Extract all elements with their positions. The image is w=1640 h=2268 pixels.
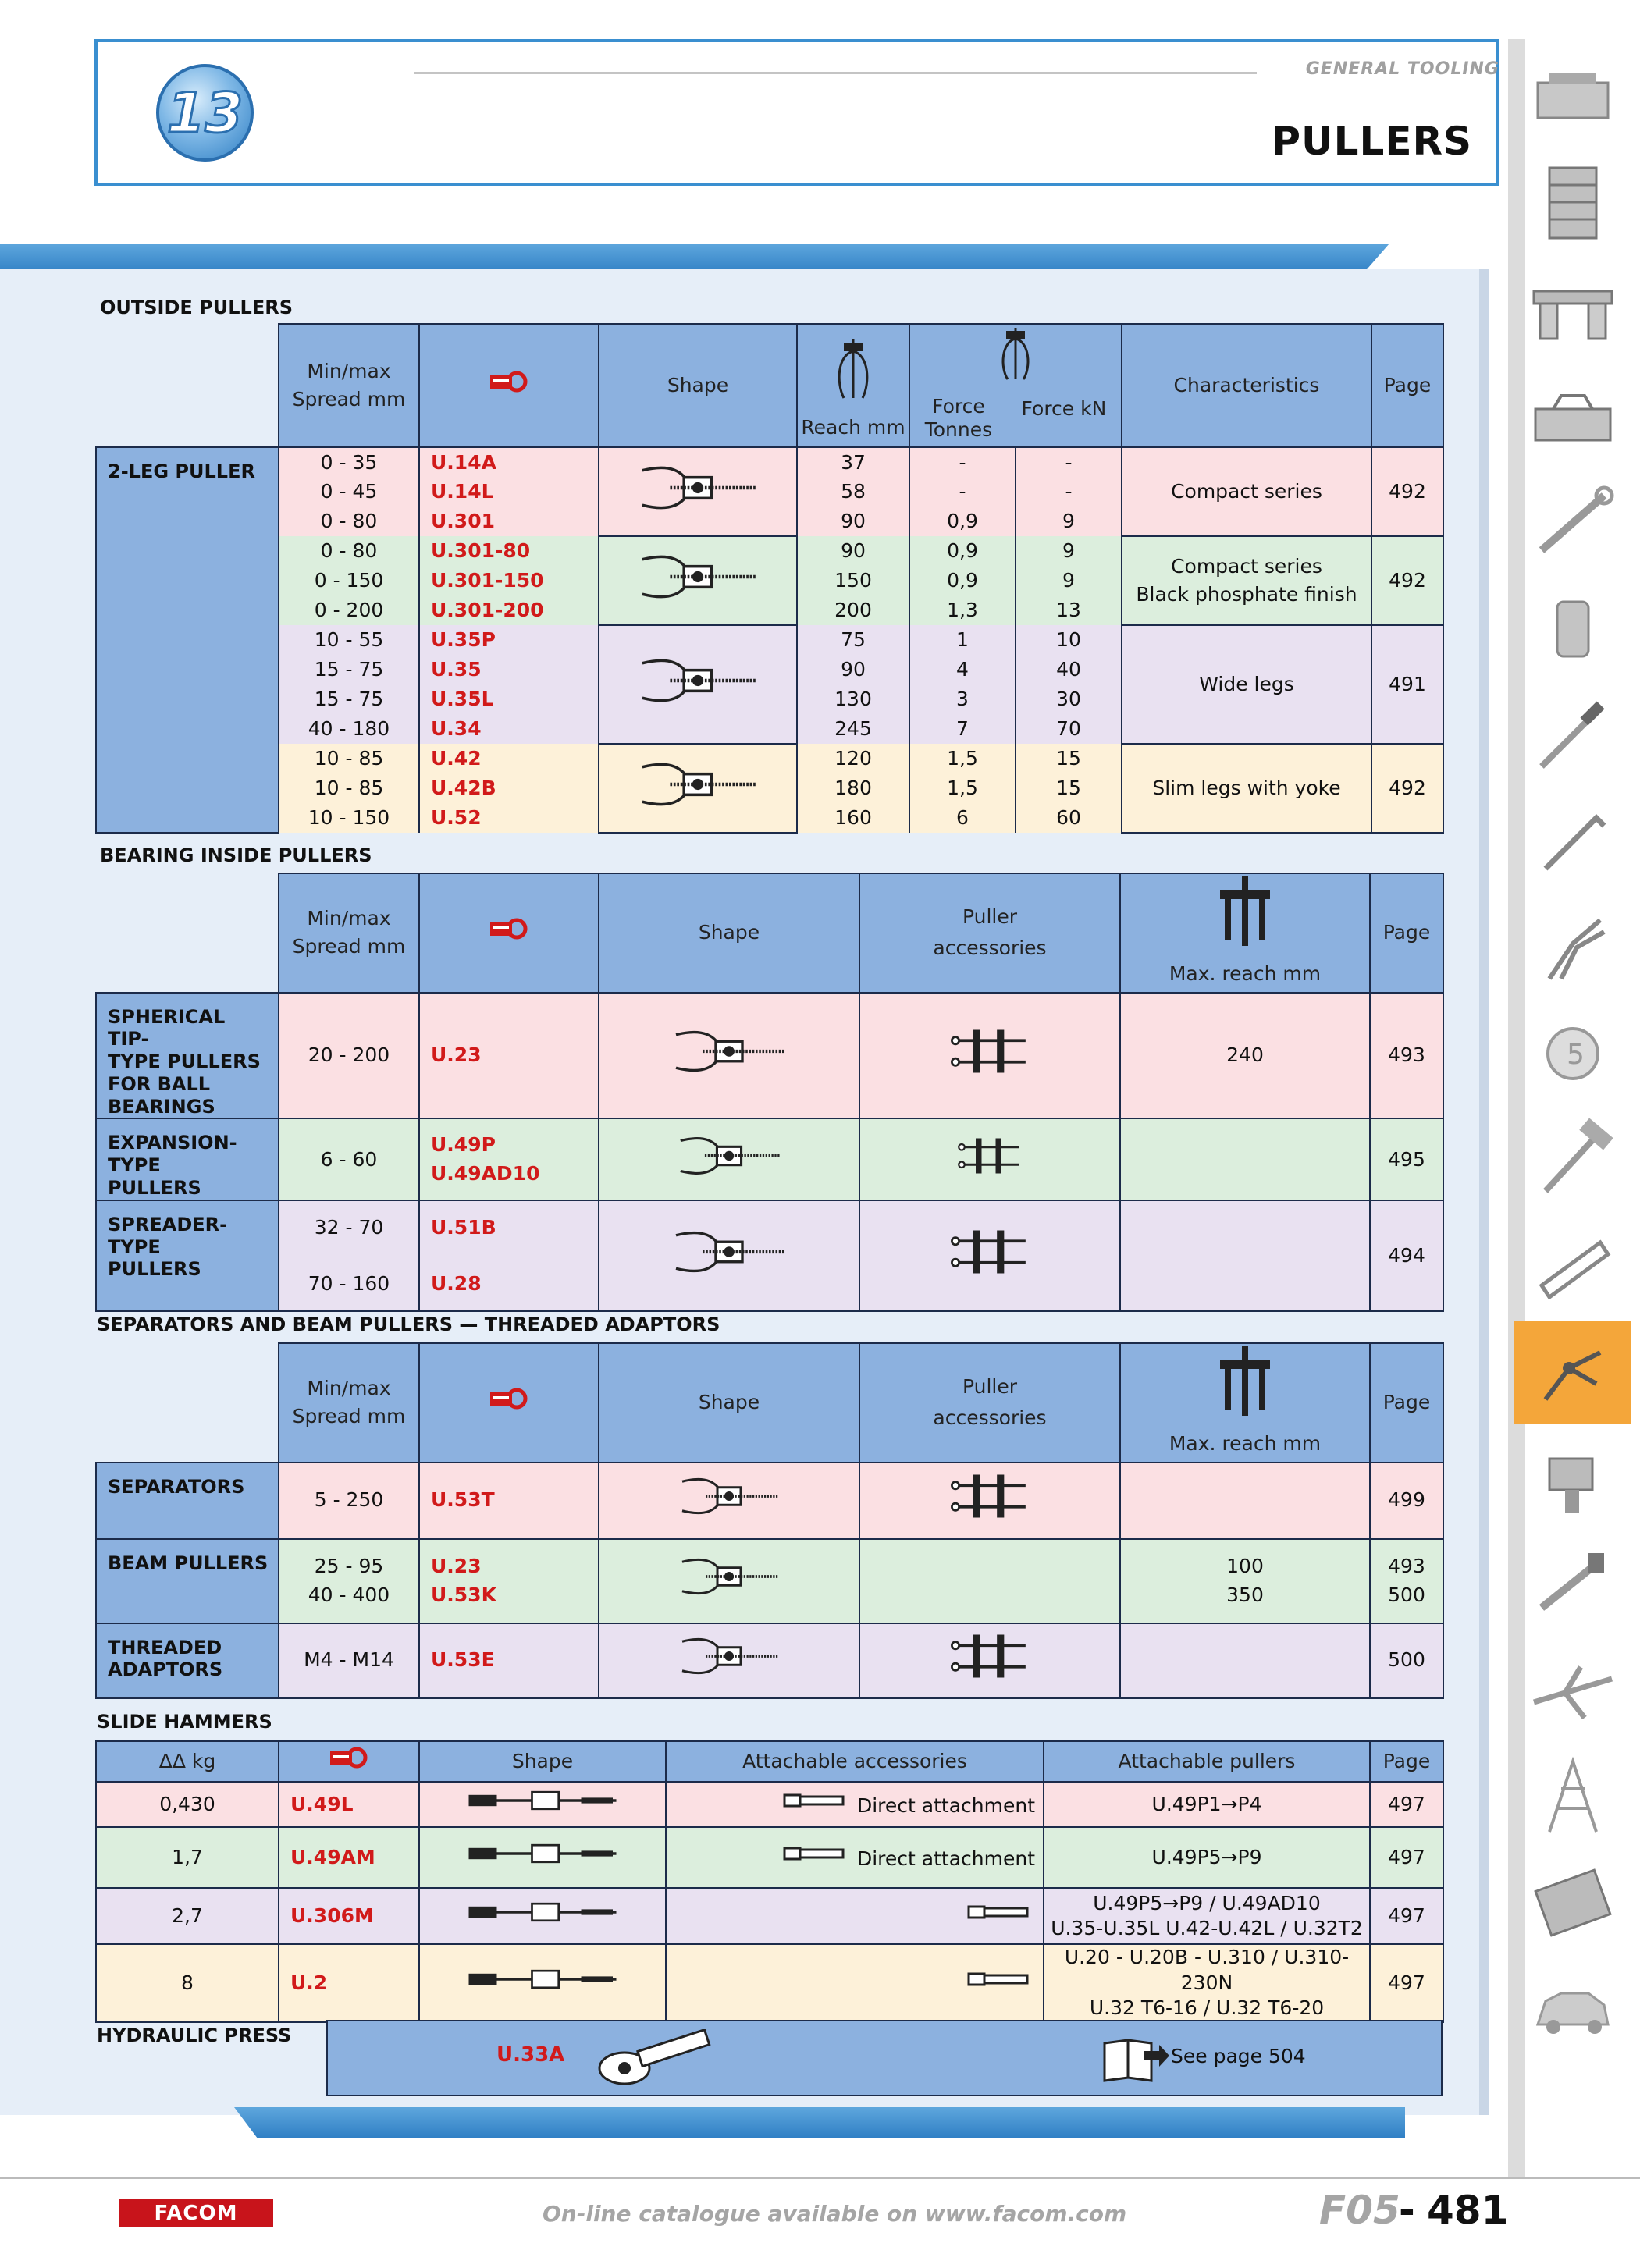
col-ref	[419, 324, 599, 447]
tool-box-icon[interactable]	[1514, 365, 1631, 468]
cell-force-tonnes: 1	[909, 625, 1016, 655]
table-row	[96, 1623, 1443, 1698]
pipe-wrench-icon[interactable]	[1514, 1533, 1631, 1636]
table-row	[96, 625, 1443, 655]
cell-spread: 40 - 180	[279, 714, 419, 744]
cell-spread: 15 - 75	[279, 684, 419, 714]
accessory-label: Direct attachment	[856, 1793, 1035, 1817]
cell-accessories	[859, 1200, 1120, 1311]
hacksaw-icon[interactable]	[1514, 1214, 1631, 1317]
aircraft-icon[interactable]	[1514, 1639, 1631, 1742]
cell-force-tonnes: 0,9	[909, 507, 1016, 536]
cell-page[interactable]: 492	[1371, 447, 1443, 536]
cell-spread: 20 - 200	[279, 993, 419, 1119]
table-row	[96, 1118, 1443, 1200]
accessory-label: Direct attachment	[856, 1847, 1035, 1870]
col-max-reach-label: Max. reach mm	[1169, 962, 1322, 986]
cell-force-tonnes: 0,9	[909, 536, 1016, 566]
cell-spread: M4 - M14	[279, 1623, 419, 1698]
cell-shape	[599, 1623, 859, 1698]
cell-weight: 0,430	[96, 1782, 279, 1827]
cell-force-kn: 9	[1016, 566, 1122, 595]
cell-accessories	[859, 1118, 1120, 1200]
cell-spread: 10 - 85	[279, 744, 419, 773]
cell-force-kn: 9	[1016, 507, 1122, 536]
cell-ref[interactable]: U.49AM	[279, 1827, 419, 1888]
cell-force-kn: 70	[1016, 714, 1122, 744]
cell-max-reach	[1120, 1623, 1370, 1698]
col-accessories-label: Puller accessories	[933, 905, 1047, 960]
cell-characteristics: Slim legs with yoke	[1122, 744, 1371, 833]
cell-ref[interactable]: U.306M	[279, 1888, 419, 1944]
cell-spread: 10 - 55	[279, 625, 419, 655]
cell-reach: 160	[797, 803, 909, 833]
separators-table	[95, 1342, 1444, 1699]
cell-weight: 2,7	[96, 1888, 279, 1944]
puller-shape-icon	[671, 1542, 788, 1611]
cell-shape	[419, 1944, 666, 2022]
col-force	[909, 324, 1122, 447]
cell-force-tonnes: 7	[909, 714, 1016, 744]
cell-force-tonnes: -	[909, 477, 1016, 507]
accessory-icon	[781, 1842, 851, 1865]
cell-accessories	[666, 1944, 1044, 2022]
accessory-icon	[947, 1008, 1033, 1094]
cell-accessories	[666, 1827, 1044, 1888]
cell-force-kn: 9	[1016, 536, 1122, 566]
cell-page[interactable]: 497	[1370, 1888, 1443, 1944]
accessory-icon	[947, 1626, 1033, 1686]
facom-logo	[119, 2199, 273, 2227]
row-category	[96, 447, 279, 833]
table-row	[96, 447, 1443, 477]
reach-diagram-icon	[830, 336, 877, 406]
cell-force-kn: 40	[1016, 655, 1122, 684]
chapter-badge	[156, 64, 254, 162]
cell-page[interactable]: 492	[1371, 744, 1443, 833]
cell-page[interactable]: 495	[1370, 1118, 1443, 1200]
hydraulic-press-box	[326, 2020, 1443, 2096]
cell-shape	[599, 625, 797, 744]
socket-icon[interactable]	[1514, 578, 1631, 681]
cell-reach: 58	[797, 477, 909, 507]
accessory-icon	[965, 1968, 1035, 1991]
slide-hammer-icon	[453, 1898, 632, 1926]
row-category: SEPARATORS	[96, 1463, 279, 1539]
cell-accessories	[859, 1463, 1120, 1539]
cell-spread: 10 - 85	[279, 773, 419, 803]
footer-url-text[interactable]: On-line catalogue available on www.facom.com	[543, 2201, 1127, 2227]
col-spread-label: Min/max Spread mm	[292, 1377, 406, 1428]
col-accessories	[859, 1343, 1120, 1463]
slide-hammers-table	[95, 1740, 1444, 2023]
col-characteristics: Characteristics	[1122, 324, 1371, 447]
cell-spread: 10 - 150	[279, 803, 419, 833]
blank-corner	[96, 873, 279, 993]
col-spread-label: Min/max Spread mm	[292, 907, 406, 958]
cell-ref[interactable]: U.51B U.28	[419, 1200, 599, 1311]
table-row	[96, 993, 1443, 1119]
cell-reach: 150	[797, 566, 909, 595]
cell-reach: 75	[797, 625, 909, 655]
facom-ref-icon	[489, 370, 529, 393]
puller-icon[interactable]	[1514, 1321, 1631, 1424]
cell-ref[interactable]: U.34	[419, 714, 599, 744]
row-category: EXPANSION-TYPE PULLERS	[96, 1118, 279, 1200]
tool-case-icon[interactable]	[1514, 47, 1631, 150]
table-row	[96, 1463, 1443, 1539]
hydraulic-press-heading: HYDRAULIC PRESS	[97, 2024, 292, 2046]
cell-spread: 0 - 45	[279, 477, 419, 507]
cell-ref[interactable]: U.42B	[419, 773, 599, 803]
cell-ref[interactable]: U.49P U.49AD10	[419, 1118, 599, 1200]
cell-spread: 0 - 150	[279, 566, 419, 595]
side-icon-nav	[1514, 47, 1640, 2064]
footer-dash: -	[1399, 2188, 1415, 2233]
table-row	[96, 1539, 1443, 1623]
slide-hammers-heading: SLIDE HAMMERS	[97, 1711, 272, 1733]
table-row	[96, 1827, 1443, 1888]
press-shape-icon	[593, 2029, 726, 2092]
cell-ref[interactable]: U.23	[419, 993, 599, 1119]
cell-spread: 0 - 80	[279, 536, 419, 566]
col-shape: Shape	[599, 1343, 859, 1463]
cell-ref[interactable]: U.2	[279, 1944, 419, 2022]
impact-wrench-icon[interactable]	[1514, 1427, 1631, 1530]
cell-accessories	[666, 1782, 1044, 1827]
col-reach-label: Reach mm	[801, 416, 905, 439]
cell-reach: 130	[797, 684, 909, 714]
col-accessories: Attachable accessories	[666, 1741, 1044, 1782]
cell-ref[interactable]: U.35	[419, 655, 599, 684]
cell-ref[interactable]: U.14L	[419, 477, 599, 507]
slide-hammer-icon	[453, 1840, 632, 1868]
puller-shape-icon	[663, 1208, 795, 1296]
cell-ref[interactable]: U.14A	[419, 447, 599, 477]
cell-shape	[419, 1827, 666, 1888]
col-shape: Shape	[599, 324, 797, 447]
bearing-pullers-table	[95, 873, 1444, 1312]
cell-shape	[599, 1463, 859, 1539]
slide-hammer-icon	[453, 1965, 632, 1993]
table-row	[96, 744, 1443, 773]
accessory-icon	[781, 1789, 851, 1812]
cell-max-reach: 100 350	[1120, 1539, 1370, 1623]
cell-max-reach	[1120, 1463, 1370, 1539]
cell-characteristics: Compact series	[1122, 447, 1371, 536]
book-icon	[1101, 2035, 1171, 2082]
cell-pullers: U.49P5→P9	[1044, 1827, 1370, 1888]
cell-ref[interactable]: U.301-200	[419, 595, 599, 625]
cell-force-tonnes: 1,5	[909, 773, 1016, 803]
cell-reach: 90	[797, 536, 909, 566]
cell-pullers: U.20 - U.20B - U.310 / U.310-230N U.32 T6-16 / U.32 T6-20	[1044, 1944, 1370, 2022]
puller-shape-icon	[663, 1004, 795, 1098]
col-force-tonnes: Force Tonnes	[924, 395, 993, 442]
table-row	[96, 1200, 1443, 1311]
footer-code: F05	[1319, 2188, 1400, 2233]
col-accessories-label: Puller accessories	[933, 1375, 1047, 1430]
cell-reach: 200	[797, 595, 909, 625]
col-spread	[279, 873, 419, 993]
footer-rule	[0, 2177, 1640, 2179]
cell-pullers: U.49P1→P4	[1044, 1782, 1370, 1827]
col-ref	[419, 873, 599, 993]
cell-force-kn: 15	[1016, 744, 1122, 773]
accessory-icon	[947, 1466, 1033, 1527]
cell-force-tonnes: 1,5	[909, 744, 1016, 773]
cell-spread: 32 - 70 70 - 160	[279, 1200, 419, 1311]
cell-ref[interactable]: U.53E	[419, 1623, 599, 1698]
press-see-page-link[interactable]: See page 504	[1171, 2045, 1306, 2067]
col-shape: Shape	[599, 873, 859, 993]
cell-characteristics: Compact series Black phosphate finish	[1122, 536, 1371, 625]
col-ref	[279, 1741, 419, 1782]
header-rule	[414, 72, 1257, 74]
table-row	[96, 1782, 1443, 1827]
cell-ref[interactable]: U.42	[419, 744, 599, 773]
cell-shape	[599, 1200, 859, 1311]
cell-shape	[419, 1782, 666, 1827]
table-row	[96, 1888, 1443, 1944]
cell-shape	[599, 1539, 859, 1623]
cell-force-tonnes: 0,9	[909, 566, 1016, 595]
force-diagram-icon	[992, 325, 1039, 387]
electrical-icon[interactable]	[1514, 1745, 1631, 1848]
cell-shape	[599, 447, 797, 536]
press-ref: U.33A	[496, 2043, 565, 2067]
cell-accessories	[859, 1623, 1120, 1698]
col-accessories	[859, 873, 1120, 993]
blank-corner	[96, 1343, 279, 1463]
cell-accessories	[859, 993, 1120, 1119]
cell-ref[interactable]: U.35P	[419, 625, 599, 655]
cell-page[interactable]: 497	[1370, 1782, 1443, 1827]
row-category-label: 2-LEG PULLER	[108, 460, 255, 483]
cell-force-tonnes: 3	[909, 684, 1016, 714]
cell-reach: 120	[797, 744, 909, 773]
row-category: BEAM PULLERS	[96, 1539, 279, 1623]
cell-reach: 90	[797, 655, 909, 684]
screwdriver-icon[interactable]	[1514, 684, 1631, 787]
accessory-icon	[965, 1900, 1035, 1924]
puller-shape-icon	[620, 546, 776, 608]
col-max-reach	[1120, 873, 1370, 993]
puller-shape-icon	[671, 1466, 788, 1527]
row-category: SPHERICAL TIP- TYPE PULLERS FOR BALL BEARINGS	[96, 993, 279, 1119]
cell-spread: 0 - 35	[279, 447, 419, 477]
cell-force-tonnes: 1,3	[909, 595, 1016, 625]
workbench-icon[interactable]	[1514, 259, 1631, 362]
cell-force-kn: 60	[1016, 803, 1122, 833]
hammer-icon[interactable]	[1514, 1108, 1631, 1211]
cell-force-kn: -	[1016, 447, 1122, 477]
cell-force-kn: -	[1016, 477, 1122, 507]
cell-spread: 15 - 75	[279, 655, 419, 684]
tape-measure-icon[interactable]	[1514, 1002, 1631, 1105]
cell-weight: 1,7	[96, 1827, 279, 1888]
cell-reach: 37	[797, 447, 909, 477]
hex-key-icon[interactable]	[1514, 790, 1631, 893]
col-max-reach	[1120, 1343, 1370, 1463]
puller-shape-icon	[620, 649, 776, 712]
cell-reach: 245	[797, 714, 909, 744]
cell-reach: 90	[797, 507, 909, 536]
cell-force-kn: 15	[1016, 773, 1122, 803]
col-ref	[419, 1343, 599, 1463]
col-weight: ΔΔ kg	[96, 1741, 279, 1782]
col-pullers: Attachable pullers	[1044, 1741, 1370, 1782]
max-reach-icon	[1214, 1344, 1276, 1422]
cell-page[interactable]: 497	[1370, 1944, 1443, 2022]
col-spread	[279, 1343, 419, 1463]
blank-corner	[96, 324, 279, 447]
col-reach	[797, 324, 909, 447]
col-force-kn: Force kN	[1021, 397, 1107, 421]
cell-max-reach: 240	[1120, 993, 1370, 1119]
accessory-icon	[947, 1132, 1033, 1179]
pliers-icon[interactable]	[1514, 896, 1631, 999]
bottom-band	[234, 2107, 1405, 2138]
facom-ref-icon	[329, 1746, 369, 1769]
cell-page[interactable]: 492	[1371, 536, 1443, 625]
col-spread	[279, 324, 419, 447]
puller-shape-icon	[620, 753, 776, 816]
row-category: THREADED ADAPTORS	[96, 1623, 279, 1698]
cell-force-kn: 13	[1016, 595, 1122, 625]
cell-ref[interactable]: U.52	[419, 803, 599, 833]
accessory-icon	[947, 1212, 1033, 1292]
table-row	[96, 1944, 1443, 2022]
puller-shape-icon	[620, 457, 776, 519]
col-page: Page	[1371, 324, 1443, 447]
cell-spread: 0 - 200	[279, 595, 419, 625]
cell-ref[interactable]: U.35L	[419, 684, 599, 714]
cell-shape	[599, 993, 859, 1119]
separators-heading: SEPARATORS AND BEAM PULLERS — THREADED ADAPTORS	[97, 1314, 720, 1335]
puller-shape-icon	[671, 1626, 788, 1686]
cell-page[interactable]: 499	[1370, 1463, 1443, 1539]
section-label: GENERAL TOOLING	[1305, 59, 1499, 79]
cell-spread: 25 - 95 40 - 400	[279, 1539, 419, 1623]
col-shape: Shape	[419, 1741, 666, 1782]
svg-text:5: 5	[1567, 1039, 1585, 1071]
facom-ref-icon	[489, 1387, 529, 1410]
puller-shape-icon	[663, 1129, 795, 1183]
cell-page[interactable]: 500	[1370, 1623, 1443, 1698]
bearing-pullers-heading: BEARING INSIDE PULLERS	[100, 844, 372, 866]
cell-ref[interactable]: U.23 U.53K	[419, 1539, 599, 1623]
max-reach-icon	[1214, 874, 1276, 952]
facom-ref-icon	[489, 917, 529, 940]
footer-page-number: 481	[1427, 2188, 1509, 2233]
facom-logo-text: FACOM	[154, 2202, 238, 2225]
cell-page[interactable]: 493	[1370, 993, 1443, 1119]
table-row	[96, 536, 1443, 566]
wrench-icon[interactable]	[1514, 471, 1631, 574]
cell-page[interactable]: 491	[1371, 625, 1443, 744]
outside-pullers-heading: OUTSIDE PULLERS	[100, 297, 293, 318]
slide-hammer-icon	[453, 1786, 632, 1815]
cell-ref[interactable]: U.301	[419, 507, 599, 536]
cell-max-reach	[1120, 1118, 1370, 1200]
cell-shape	[599, 1118, 859, 1200]
cell-force-kn: 30	[1016, 684, 1122, 714]
cell-force-tonnes: -	[909, 447, 1016, 477]
col-page: Page	[1370, 1741, 1443, 1782]
cell-shape	[599, 744, 797, 833]
cell-accessories	[859, 1539, 1120, 1623]
cell-ref[interactable]: U.301-80	[419, 536, 599, 566]
cell-ref[interactable]: U.301-150	[419, 566, 599, 595]
cell-spread: 5 - 250	[279, 1463, 419, 1539]
cell-weight: 8	[96, 1944, 279, 2022]
cell-shape	[599, 536, 797, 625]
cell-force-tonnes: 4	[909, 655, 1016, 684]
tool-trolley-icon[interactable]	[1514, 153, 1631, 256]
cell-ref[interactable]: U.53T	[419, 1463, 599, 1539]
circuit-board-icon[interactable]	[1514, 1851, 1631, 1954]
col-max-reach-label: Max. reach mm	[1169, 1432, 1322, 1456]
cell-spread: 0 - 80	[279, 507, 419, 536]
row-category: SPREADER-TYPE PULLERS	[96, 1200, 279, 1311]
car-icon[interactable]	[1514, 1957, 1631, 2060]
cell-max-reach	[1120, 1200, 1370, 1311]
outside-pullers-table	[95, 323, 1444, 834]
col-page: Page	[1370, 1343, 1443, 1463]
cell-page[interactable]: 493 500	[1370, 1539, 1443, 1623]
col-spread-label: Min/max Spread mm	[292, 359, 406, 411]
chapter-number: 13	[166, 80, 244, 145]
page-title: PULLERS	[1272, 119, 1472, 164]
cell-reach: 180	[797, 773, 909, 803]
panel-shadow	[1479, 269, 1489, 2115]
cell-force-kn: 10	[1016, 625, 1122, 655]
cell-spread: 6 - 60	[279, 1118, 419, 1200]
cell-pullers: U.49P5→P9 / U.49AD10 U.35-U.35L U.42-U.42L / U.32T2	[1044, 1888, 1370, 1944]
cell-page[interactable]: 497	[1370, 1827, 1443, 1888]
cell-page[interactable]: 494	[1370, 1200, 1443, 1311]
cell-shape	[419, 1888, 666, 1944]
cell-accessories	[666, 1888, 1044, 1944]
cell-ref[interactable]: U.49L	[279, 1782, 419, 1827]
cell-force-tonnes: 6	[909, 803, 1016, 833]
cell-characteristics: Wide legs	[1122, 625, 1371, 744]
col-page: Page	[1370, 873, 1443, 993]
